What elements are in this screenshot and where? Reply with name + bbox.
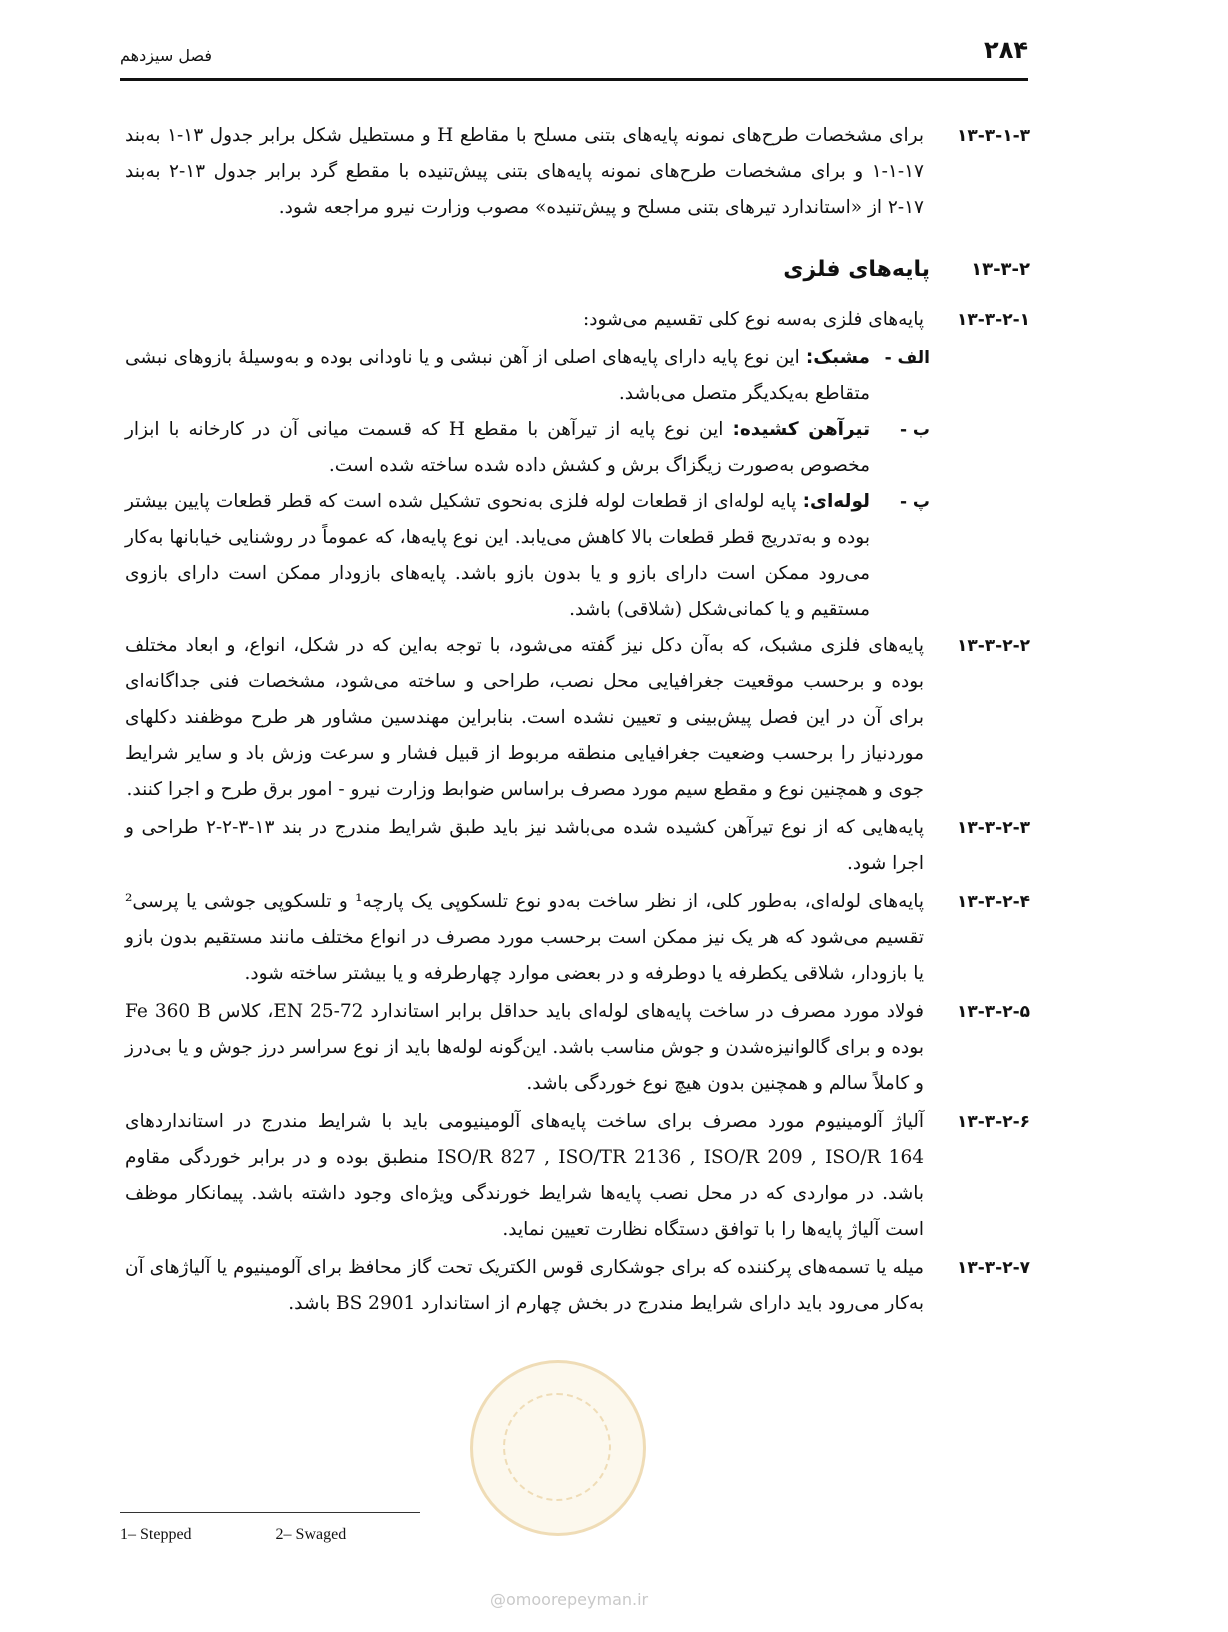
- section-title: پایه‌های فلزی: [783, 257, 930, 282]
- footnotes: [120, 1526, 426, 1544]
- chapter-title: فصل سیزدهم: [120, 46, 212, 65]
- paragraph-text: پایه‌های فلزی مشبک، که به‌آن دکل نیز گفته می‌شود، با توجه به‌این که در شکل، انواع، و ابعاد مختلف بوده و برحسب موقعیت جغرافیایی محل نصب، طراحی و ساخته می‌شود، مشخصات فنی جداگانه‌ای برای آن در این فصل پیش‌بینی و تعیین نشده است. بنابراین مهندسین مشاور هر طرح موظفند دکلهای موردنیاز را برحسب وضعیت جغرافیایی منطقه مربوط از قبیل فشار و سرعت وزش باد و سایر شرایط جوی و همچنین نوع و مقطع سیم مورد مصرف براساس ضوابط وزارت نیرو - امور برق طرح و اجرا کنند.: [125, 635, 924, 800]
- paragraph-13-3-2-3: [125, 810, 1030, 882]
- list-item-term: تیرآهن کشیده:: [732, 419, 871, 440]
- paragraph-text: پایه‌های فلزی به‌سه نوع کلی تقسیم می‌شود:: [582, 309, 924, 330]
- list-item-body: [125, 340, 870, 412]
- list-item-be: [125, 412, 930, 484]
- paragraph-number: ۱۳-۳-۲-۷: [956, 1258, 1030, 1278]
- list-item-label: پ -: [899, 492, 930, 512]
- page-header: [120, 32, 1028, 76]
- paragraph-number: ۱۳-۳-۲-۲: [956, 636, 1030, 656]
- list-item-label: ب -: [899, 420, 930, 440]
- list-item-text: این نوع پایه دارای پایه‌های اصلی از آهن نبشی و یا ناودانی بوده و به‌وسیلهٔ بازوهای نبشی متقاطع به‌یکدیگر متصل می‌باشد.: [125, 347, 870, 404]
- list-item-term: لوله‌ای:: [802, 491, 870, 512]
- paragraph-text: میله یا تسمه‌های پرکننده که برای جوشکاری قوس الکتریک تحت گاز محافظ برای آلومینیوم یا آلیاژهای آن به‌کار می‌رود باید دارای شرایط مندرج در بخش چهارم از استاندارد BS 2901 باشد.: [125, 1257, 924, 1314]
- paragraph-number: ۱۳-۳-۲-۳: [956, 818, 1030, 838]
- paragraph-number: ۱۳-۳-۲-۵: [956, 1002, 1030, 1022]
- paragraph-13-3-2-4: [125, 884, 1030, 992]
- paragraph-text: پایه‌های لوله‌ای، به‌طور کلی، از نظر ساخت به‌دو نوع تلسکوپی یک پارچه¹ و تلسکوپی جوشی یا پرسی² تقسیم می‌شود که هر یک نیز ممکن است برحسب مورد مصرف در انواع مختلف مانند مستقیم بدون بازو یا بازودار، شلاقی یکطرفه یا دوطرفه و در بعضی موارد چهارطرفه و یا بیشتر ساخته شود.: [125, 891, 925, 984]
- paragraph-13-3-2-5: [125, 994, 1030, 1102]
- paragraph-text: پایه‌هایی که از نوع تیرآهن کشیده شده می‌باشد نیز باید طبق شرایط مندرج در بند ۱۳-۳-۲-۲ طراحی و اجرا شود.: [125, 817, 924, 874]
- list-item-body: [125, 412, 870, 484]
- list-item-term: مشبک:: [805, 347, 870, 368]
- paragraph-13-3-2-7: [125, 1250, 1030, 1322]
- footnote-rule: [120, 1512, 420, 1513]
- paragraph-13-3-2-2: [125, 628, 1030, 808]
- paragraph-13-3-1-3: [125, 118, 1030, 226]
- paragraph-text: برای مشخصات طرح‌های نمونه پایه‌های بتنی مسلح با مقاطع H و مستطیل شکل برابر جدول ۱۳-۱ به‌بند ۱۷-۱-۱ و برای مشخصات طرح‌های نمونه پایه‌های بتنی پیش‌تنیده با مقطع گرد برابر جدول ۱۳-۲ به‌بند ۱۷-۲ از «استاندارد تیرهای بتنی مسلح و پیش‌تنیده» مصوب وزارت نیرو مراجعه شود.: [125, 125, 924, 218]
- page-number: ۲۸۴: [984, 36, 1028, 64]
- paragraph-text: فولاد مورد مصرف در ساخت پایه‌های لوله‌ای باید حداقل برابر استاندارد EN 25-72، کلاس Fe 360 B بوده و برای گالوانیزه‌شدن و جوش مناسب باشد. این‌گونه لوله‌ها باید از نوع سراسر درز جوش و یا بی‌درز و کاملاً سالم و همچنین بدون هیچ نوع خوردگی باشد.: [125, 1001, 924, 1094]
- paragraph-number: ۱۳-۳-۲-۱: [956, 310, 1030, 330]
- paragraph-13-3-2-1: [125, 302, 1030, 338]
- paragraph-13-3-2-6: [125, 1104, 1030, 1248]
- list-item-pe: [125, 484, 930, 628]
- footnote-2: 2– Swaged: [275, 1526, 347, 1543]
- section-number: ۱۳-۳-۲: [971, 259, 1030, 280]
- list-item-alef: [125, 340, 930, 412]
- paragraph-number: ۱۳-۳-۲-۶: [956, 1112, 1030, 1132]
- list-item-text: پایه لوله‌ای از قطعات لوله فلزی به‌نحوی تشکیل شده است که قطر قطعات پایین بیشتر بوده و به‌تدریج قطر قطعات بالا کاهش می‌یابد. این نوع پایه‌ها، که عموماً در روشنایی خیابانها به‌کار می‌رود ممکن است دارای بازو و یا بدون بازو باشد. پایه‌های بازودار ممکن است دارای بازوی مستقیم و یا کمانی‌شکل (شلاقی) باشد.: [125, 491, 870, 620]
- paragraph-number: ۱۳-۳-۱-۳: [956, 126, 1030, 146]
- list-item-text: این نوع پایه از تیرآهن با مقطع H که قسمت میانی آن در کارخانه با ابزار مخصوص به‌صورت زیگزاگ برش و کشش داده شده ساخته شده است.: [125, 419, 870, 476]
- page-body: [125, 118, 1030, 1324]
- section-heading: [125, 252, 1030, 288]
- footnote-1: 1– Stepped: [120, 1526, 192, 1543]
- watermark-text: @omoorepeyman.ir: [490, 1590, 649, 1609]
- paragraph-text: آلیاژ آلومینیوم مورد مصرف برای ساخت پایه‌های آلومینیومی باید با شرایط مندرج در استانداردهای ISO/R 827 , ISO/TR 2136 , ISO/R 209 , ISO/R 164 منطبق بوده و در برابر خوردگی مقاوم باشد. در مواردی که در محل نصب پایه‌ها شرایط خورندگی ویژه‌ای وجود داشته باشد. پیمانکار موظف است آلیاژ پایه‌ها را با توافق دستگاه نظارت تعیین نماید.: [125, 1111, 924, 1240]
- list-item-label: الف -: [884, 348, 930, 368]
- paragraph-number: ۱۳-۳-۲-۴: [956, 892, 1030, 912]
- watermark-seal-icon: [470, 1360, 646, 1536]
- list-item-body: [125, 484, 870, 628]
- header-rule: [120, 78, 1028, 81]
